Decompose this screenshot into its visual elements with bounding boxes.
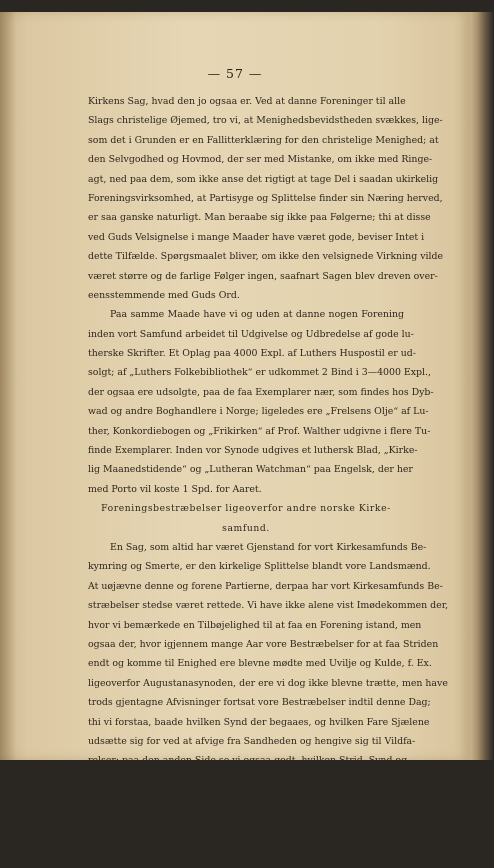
text-line: inden vort Samfund arbeidet til Udgivelse og Udbredelse af gode lu- (88, 328, 414, 340)
text-line: kymring og Smerte, er den kirkelige Splittelse blandt vore Landsmænd. (88, 561, 431, 573)
text-line: som det i Grunden er en Fallitterklæring for den christelige Menighed; at (88, 134, 439, 146)
text-line: ther, Konkordiebogen og „Frikirken“ af Prof. Walther udgivne i flere Tu- (88, 425, 431, 437)
text-line: thi vi forstaa, baade hvilken Synd der begaaes, og hvilken Fare Sjælene (88, 716, 430, 728)
text-line: været større og de farlige Følger ingen, saafnart Sagen blev dreven over- (88, 270, 438, 282)
text-line: agt, ned paa dem, som ikke anse det rigtigt at tage Del i saadan ukirkelig (88, 173, 439, 185)
section-heading-line: Foreningsbestræbelser ligeoverfor andre norske Kirke- (101, 503, 391, 515)
text-line: Foreningsvirksomhed, at Partisyge og Splittelse finder sin Næring herved, (88, 192, 443, 204)
page-number: — 57 — (207, 66, 263, 81)
text-line: En Sag, som altid har været Gjenstand for vort Kirkesamfunds Be- (110, 541, 427, 553)
text-line: lig Maanedstidende“ og „Lutheran Watchman“ paa Engelsk, der her (88, 464, 413, 476)
text-line: ner jeg, vort Kirkesamfunds Historie vil give os Vidnesbyrd om. Men en (88, 852, 429, 864)
text-line: ogsaa der, hvor igjennem mange Aar vore Bestræbelser for at faa Striden (88, 638, 439, 650)
text-line: der ogsaa ere udsolgte, paa de faa Exemplarer nær, som findes hos Dyb- (88, 386, 434, 398)
text-line: Slags christelige Øjemed, tro vi, at Menighedsbevidstheden svækkes, lige- (88, 115, 443, 127)
text-line: vedbliver, og at vi alvorlig ønske ikke at bære Ansvaret for den, det me- (88, 832, 430, 844)
gutter-shadow (0, 12, 16, 760)
page-edge (470, 12, 494, 760)
text-line: hvor vi bemærkede en Tilbøjelighed til at faa en Forening istand, men (88, 619, 422, 631)
text-line: mænd fortsættes gjennem Aarrækker. At det alvorligt ligger os paa Hjerte (88, 794, 443, 806)
text-line: den Selvgodhed og Hovmod, der ser med Mistanke, om ikke med Ringe- (88, 154, 433, 166)
text-line: dette Tilfælde. Spørgsmaalet bliver, om ikke den velsignede Virkning vilde (88, 251, 444, 263)
text-line: therske Skrifter. Et Oplag paa 4000 Expl. af Luthers Huspostil er ud- (88, 348, 416, 360)
text-line: at forebygge, at ikke denne Gud mishagelige og syndige Partiaanelighed (88, 813, 434, 825)
text-line: trods gjentagne Afvisninger fortsat vore Bestræbelser indtil denne Dag; (88, 697, 431, 709)
text-line: udsætte sig for ved at afvige fra Sandheden og hengive sig til Vildfa- (88, 735, 416, 747)
text-block (88, 92, 449, 868)
text-line: med Porto vil koste 1 Spd. for Aaret. (88, 483, 262, 495)
text-line: Skade for begge Parter der kommer af, at saadan Splittelse mellem Lands- (88, 774, 444, 786)
text-line: endt og komme til Enighed ere blevne mødte med Uvilje og Kulde, f. Ex. (88, 658, 432, 670)
text-line: ved Guds Velsignelse i mange Maader have været gode, beviser Intet i (88, 231, 425, 243)
text-line: Paa samme Maade have vi og uden at danne nogen Forening (110, 309, 404, 321)
text-line: finde Exemplarer. Inden vor Synode udgives et luthersk Blad, „Kirke- (88, 445, 418, 457)
text-line: eensstemmende med Guds Ord. (88, 289, 240, 301)
text-line: wad og andre Boghandlere i Norge; ligeledes ere „Frelsens Olje“ af Lu- (88, 406, 429, 418)
text-line: ligeoverfor Augustanasynoden, der ere vi dog ikke blevne trætte, men have (88, 677, 448, 689)
text-line: At uøjævne denne og forene Partierne, derpaa har vort Kirkesamfunds Be- (88, 580, 443, 592)
text-line: Kirkens Sag, hvad den jo ogsaa er. Ved at danne Foreninger til alle (88, 96, 406, 107)
text-line: er saa ganske naturligt. Man beraabe sig ikke paa Følgerne; thi at disse (88, 212, 431, 224)
text-line: solgt; af „Luthers Folkebibliothek“ er udkommet 2 Bind i 3—4000 Expl., (88, 367, 432, 379)
text-line: stræbelser stedse været rettede. Vi have ikke alene vist Imødekommen der, (88, 600, 449, 612)
section-heading-line: samfund. (222, 522, 270, 534)
text-line: relser; paa den anden Side se vi ogsaa godt, hvilken Strid, Synd og (88, 755, 408, 767)
